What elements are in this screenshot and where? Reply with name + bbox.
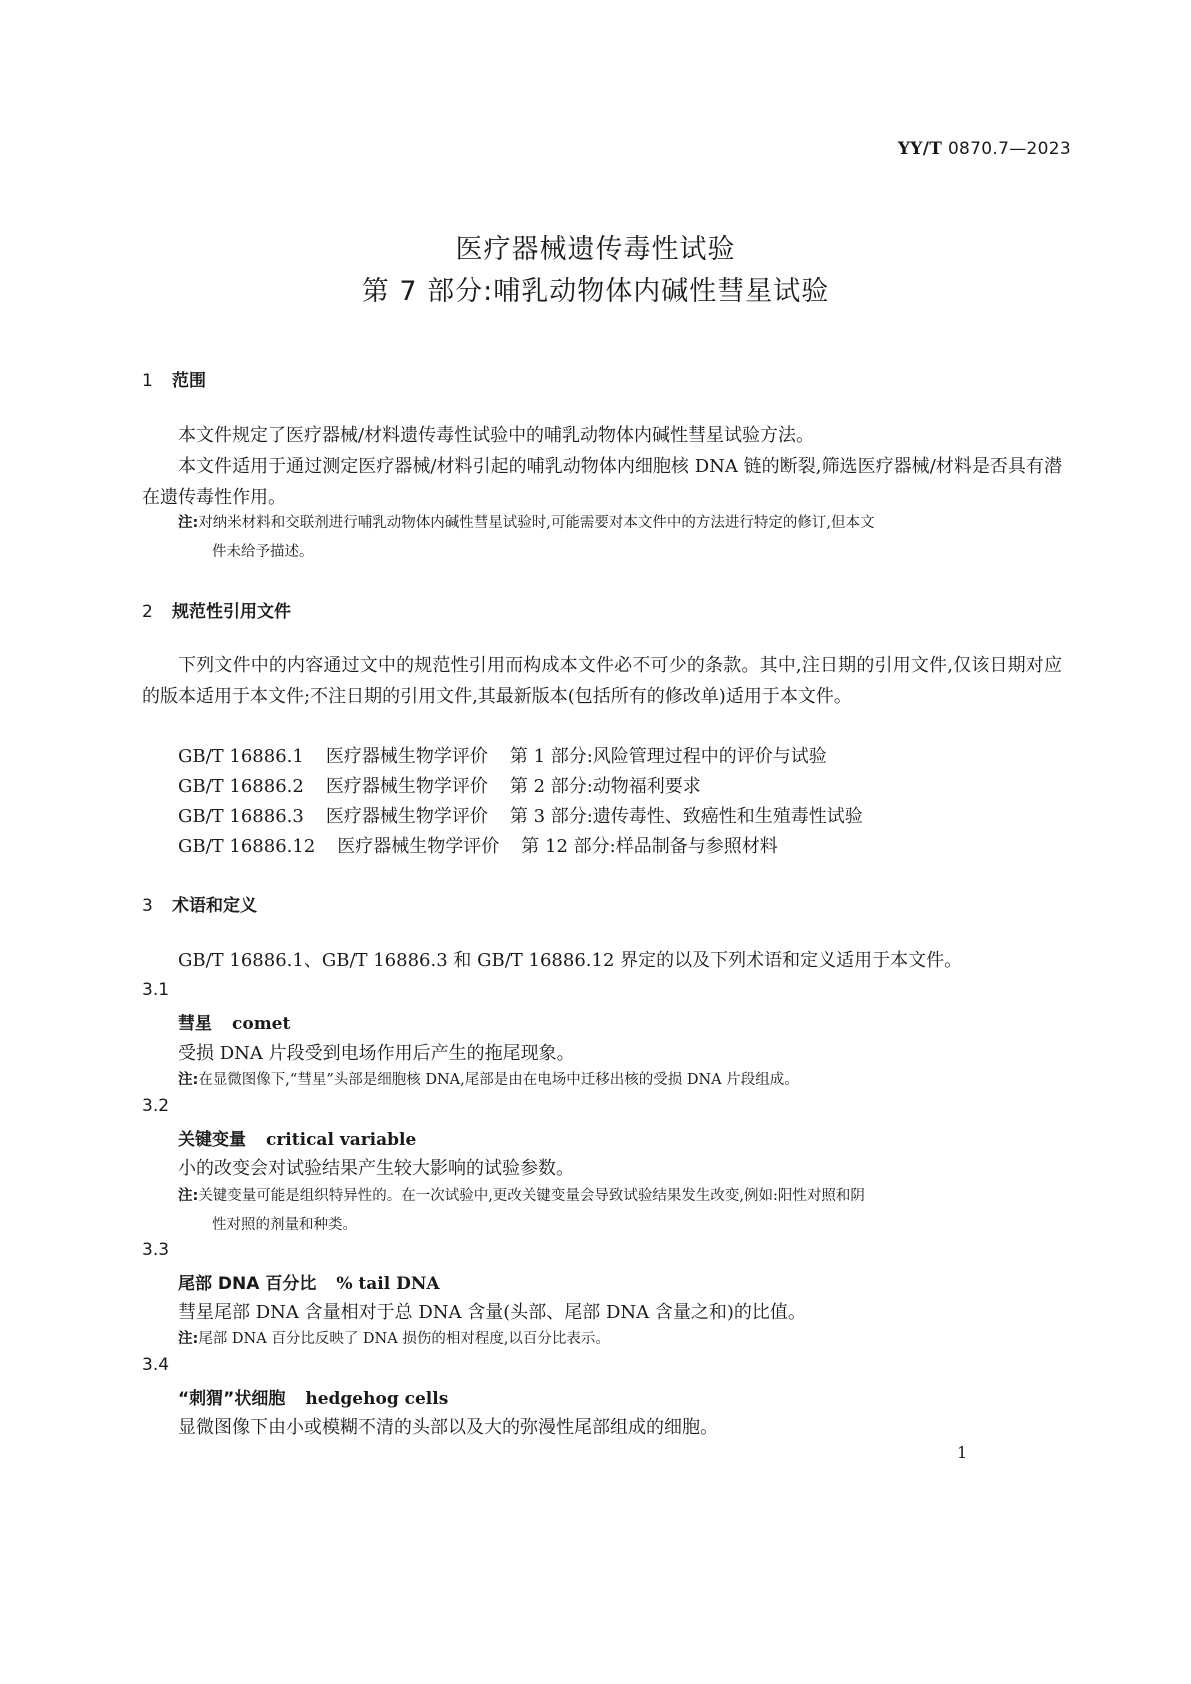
note-label: 注: [178,515,199,531]
page-number: 1 [957,1443,968,1462]
term-english: hedgehog cells [305,1389,449,1409]
note-label: 注: [178,1331,199,1347]
note-text: 对纳米材料和交联剂进行哺乳动物体内碱性彗星试验时,可能需要对本文件中的方法进行特定的修订,但本文 [198,515,875,531]
section-2-heading [142,597,291,622]
section-2-paragraph-1: 下列文件中的内容通过文中的规范性引用而构成本文件必不可少的条款。其中,注日期的引用文件,仅该日期对应的版本适用于本文件;不注日期的引用文件,其最新版本(包括所有的修改单)适用于本文件。 [142,655,1062,707]
term-heading [178,1269,440,1294]
section-title: 术语和定义 [172,896,257,916]
term-definition: 受损 DNA 片段受到电场作用后产生的拖尾现象。 [178,1043,575,1064]
note-label: 注: [178,1072,199,1088]
term-note [178,1325,1062,1354]
term-heading [178,1125,416,1150]
note-text: 尾部 DNA 百分比反映了 DNA 损伤的相对程度,以百分比表示。 [198,1331,610,1347]
reference-item [178,742,827,768]
term-number: 3.2 [142,1096,170,1116]
document-title-line1: 医疗器械遗传毒性试验 [455,234,736,265]
section-title: 规范性引用文件 [172,602,291,622]
reference-part: 第 3 部分:遗传毒性、致癌性和生殖毒性试验 [509,806,863,827]
reference-title: 医疗器械生物学评价 [325,746,488,767]
term-chinese: 彗星 [178,1014,212,1034]
term-note [178,1182,1062,1240]
term-english: critical variable [266,1130,417,1150]
term-english: % tail DNA [336,1274,440,1294]
reference-title: 医疗器械生物学评价 [337,836,500,857]
reference-item [178,802,863,828]
term-chinese: 尾部 DNA 百分比 [178,1274,317,1294]
section-3-intro: GB/T 16886.1、GB/T 16886.3 和 GB/T 16886.12 界定的以及下列术语和定义适用于本文件。 [178,950,963,971]
section-1-paragraph-2: 本文件适用于通过测定医疗器械/材料引起的哺乳动物体内细胞核 DNA 链的断裂,筛选医疗器械/材料是否具有潜在遗传毒性作用。 [142,456,1062,508]
reference-title: 医疗器械生物学评价 [325,806,488,827]
section-1-paragraph-1: 本文件规定了医疗器械/材料遗传毒性试验中的哺乳动物体内碱性彗星试验方法。 [178,425,815,446]
reference-code: GB/T 16886.12 [178,836,316,857]
reference-title: 医疗器械生物学评价 [325,776,488,797]
note-text: 关键变量可能是组织特异性的。在一次试验中,更改关键变量会导致试验结果发生改变,例如:阳性对照和阴 [198,1188,865,1204]
note-text-continued: 性对照的剂量和种类。 [212,1217,357,1233]
term-number: 3.4 [142,1355,170,1375]
document-title-line2: 第 7 部分:哺乳动物体内碱性彗星试验 [361,276,830,307]
section-number: 1 [142,371,153,391]
term-definition: 显微图像下由小或模糊不清的头部以及大的弥漫性尾部组成的细胞。 [178,1417,718,1438]
reference-item [178,772,701,798]
term-english: comet [232,1014,291,1034]
reference-part: 第 2 部分:动物福利要求 [509,776,701,797]
term-heading [178,1384,448,1409]
note-text-continued: 件未给予描述。 [212,544,314,560]
term-number: 3.1 [142,980,170,1000]
term-number: 3.3 [142,1240,170,1260]
note-label: 注: [178,1188,199,1204]
section-1-note [178,509,1062,567]
reference-code: GB/T 16886.3 [178,806,304,827]
term-chinese: “刺猬”状细胞 [178,1389,286,1409]
section-3-heading [142,891,257,916]
reference-part: 第 1 部分:风险管理过程中的评价与试验 [509,746,827,767]
reference-part: 第 12 部分:样品制备与参照材料 [521,836,778,857]
reference-item [178,832,778,858]
reference-code: GB/T 16886.2 [178,776,304,797]
standard-code-prefix: YY/T [897,139,943,159]
section-number: 3 [142,896,153,916]
term-definition: 小的改变会对试验结果产生较大影响的试验参数。 [178,1158,574,1179]
note-text: 在显微图像下,“彗星”头部是细胞核 DNA,尾部是由在电场中迁移出核的受损 DNA 片段组成。 [198,1072,799,1088]
section-number: 2 [142,602,153,622]
term-chinese: 关键变量 [178,1130,246,1150]
section-title: 范围 [172,371,206,391]
standard-code-number: 0870.7—2023 [947,139,1071,159]
term-note [178,1066,1062,1095]
section-1-heading [142,366,206,391]
term-heading [178,1009,290,1034]
reference-code: GB/T 16886.1 [178,746,304,767]
standard-code [898,139,1071,159]
term-definition: 彗星尾部 DNA 含量相对于总 DNA 含量(头部、尾部 DNA 含量之和)的比值。 [178,1302,806,1323]
